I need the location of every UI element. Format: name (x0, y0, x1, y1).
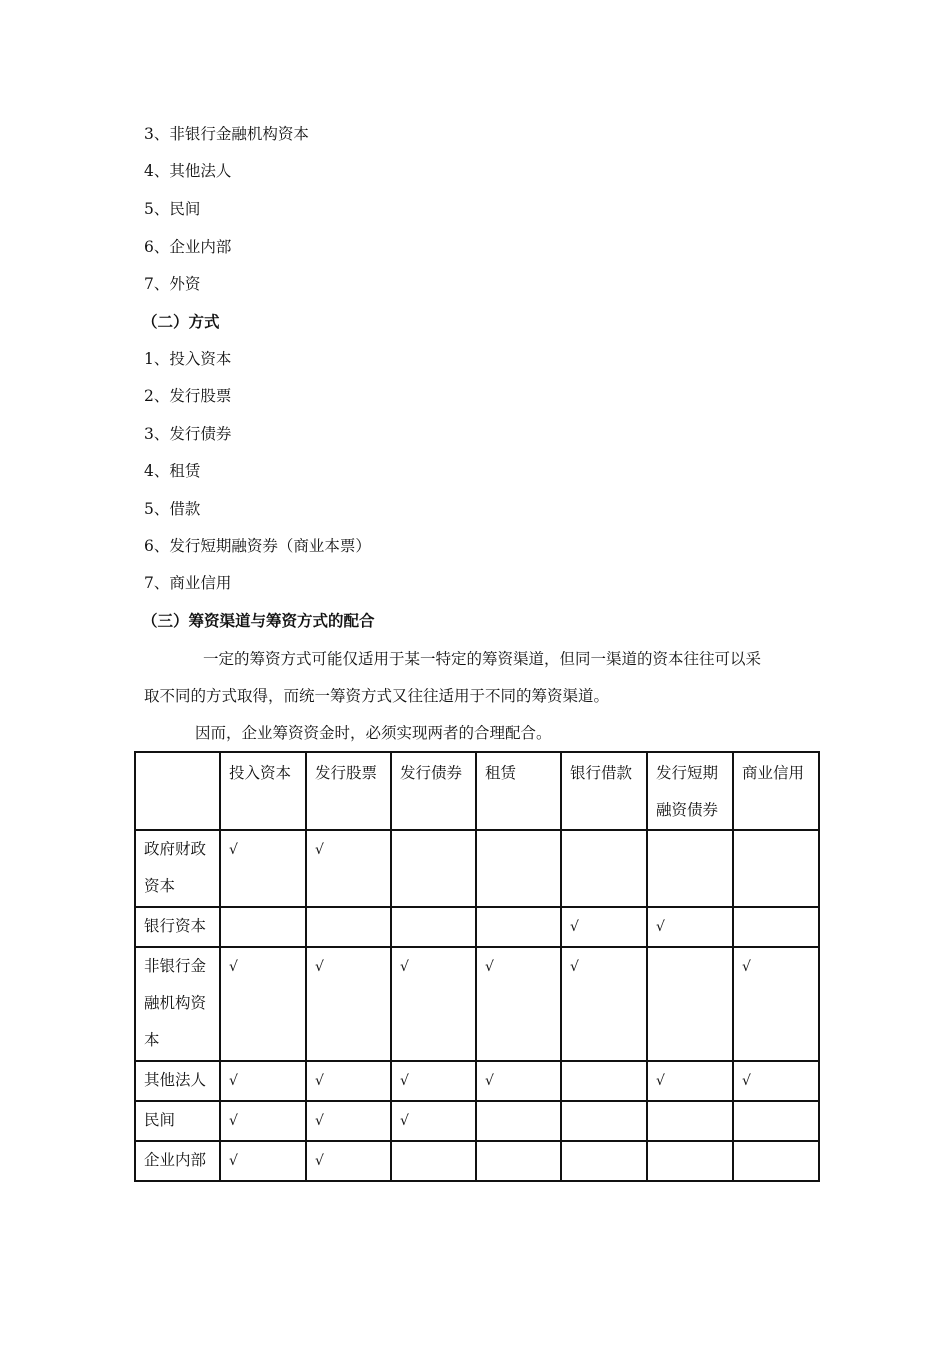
table-cell (647, 1101, 733, 1141)
check-mark: √ (656, 919, 665, 935)
row-label: 企业内部 (135, 1141, 220, 1181)
check-mark: √ (315, 1113, 324, 1129)
table-cell (306, 830, 391, 907)
table-corner-cell (135, 752, 220, 830)
table-cell (476, 1061, 561, 1101)
table-cell (476, 947, 561, 1061)
method-item: 4、租赁 (144, 462, 201, 480)
section-heading-matching: （三）筹资渠道与筹资方式的配合 (142, 611, 375, 630)
table-cell (220, 830, 306, 907)
table-cell (476, 1101, 561, 1141)
table-cell (306, 1141, 391, 1181)
row-label: 民间 (135, 1101, 220, 1141)
row-label: 银行资本 (135, 907, 220, 947)
paragraph-line: 取不同的方式取得，而统一筹资方式又往往适用于不同的筹资渠道。 (144, 687, 610, 705)
table-cell (391, 947, 476, 1061)
table-row (135, 830, 819, 907)
table-row (135, 907, 819, 947)
table-row (135, 1101, 819, 1141)
method-item: 1、投入资本 (144, 350, 232, 368)
table-cell (391, 1061, 476, 1101)
column-header: 银行借款 (561, 752, 647, 830)
table-cell (220, 1061, 306, 1101)
table-cell (733, 947, 819, 1061)
table-cell (647, 830, 733, 907)
check-mark: √ (400, 959, 409, 975)
row-label: 其他法人 (135, 1061, 220, 1101)
table-cell (647, 947, 733, 1061)
method-item: 5、借款 (144, 500, 201, 518)
check-mark: √ (400, 1073, 409, 1089)
table-cell (733, 1101, 819, 1141)
section-heading-methods: （二）方式 (142, 312, 220, 331)
table-cell (220, 907, 306, 947)
table-cell (391, 830, 476, 907)
table-cell (561, 830, 647, 907)
check-mark: √ (400, 1113, 409, 1129)
check-mark: √ (229, 1073, 238, 1089)
check-mark: √ (742, 959, 751, 975)
table-cell (733, 907, 819, 947)
check-mark: √ (315, 842, 324, 858)
column-header: 商业信用 (733, 752, 819, 830)
table-cell (561, 1101, 647, 1141)
table-body (135, 830, 819, 1181)
column-header: 租赁 (476, 752, 561, 830)
check-mark: √ (742, 1073, 751, 1089)
column-header: 发行短期融资债券 (647, 752, 733, 830)
table-cell (220, 1101, 306, 1141)
table-cell (306, 1101, 391, 1141)
method-item: 3、发行债券 (144, 425, 232, 443)
table-cell (220, 1141, 306, 1181)
table-row (135, 1061, 819, 1101)
check-mark: √ (485, 959, 494, 975)
table-cell (647, 907, 733, 947)
table-cell (306, 1061, 391, 1101)
table-cell (391, 1101, 476, 1141)
table-cell (476, 1141, 561, 1181)
table-cell (647, 1061, 733, 1101)
channel-item: 4、其他法人 (144, 162, 232, 180)
channel-item: 3、非银行金融机构资本 (144, 125, 309, 143)
column-header: 投入资本 (220, 752, 306, 830)
table-row (135, 947, 819, 1061)
channel-item: 6、企业内部 (144, 238, 232, 256)
table-cell (391, 1141, 476, 1181)
check-mark: √ (315, 1073, 324, 1089)
paragraph-line: 一定的筹资方式可能仅适用于某一特定的筹资渠道，但同一渠道的资本往往可以采 (203, 650, 762, 668)
channel-item: 5、民间 (144, 200, 201, 218)
check-mark: √ (570, 959, 579, 975)
method-item: 2、发行股票 (144, 387, 232, 405)
table-cell (647, 1141, 733, 1181)
check-mark: √ (229, 1113, 238, 1129)
row-label: 政府财政资本 (135, 830, 220, 907)
check-mark: √ (315, 1153, 324, 1169)
check-mark: √ (315, 959, 324, 975)
table-row (135, 1141, 819, 1181)
table-cell (561, 947, 647, 1061)
table-cell (220, 947, 306, 1061)
table-cell (561, 1061, 647, 1101)
check-mark: √ (570, 919, 579, 935)
method-item: 6、发行短期融资券（商业本票） (144, 537, 371, 555)
channel-item: 7、外资 (144, 275, 201, 293)
method-item: 7、商业信用 (144, 574, 232, 592)
table-cell (561, 1141, 647, 1181)
channel-method-table (134, 751, 820, 1182)
paragraph-line: 因而，企业筹资资金时，必须实现两者的合理配合。 (195, 724, 552, 742)
check-mark: √ (229, 842, 238, 858)
table-header-row (135, 752, 819, 830)
table-cell (561, 907, 647, 947)
table-cell (391, 907, 476, 947)
table-cell (306, 907, 391, 947)
column-header: 发行债券 (391, 752, 476, 830)
row-label: 非银行金融机构资本 (135, 947, 220, 1061)
check-mark: √ (229, 1153, 238, 1169)
check-mark: √ (485, 1073, 494, 1089)
check-mark: √ (229, 959, 238, 975)
table-cell (733, 1061, 819, 1101)
column-header: 发行股票 (306, 752, 391, 830)
table-cell (733, 830, 819, 907)
table-cell (306, 947, 391, 1061)
table-cell (476, 907, 561, 947)
table-cell (733, 1141, 819, 1181)
check-mark: √ (656, 1073, 665, 1089)
table-cell (476, 830, 561, 907)
